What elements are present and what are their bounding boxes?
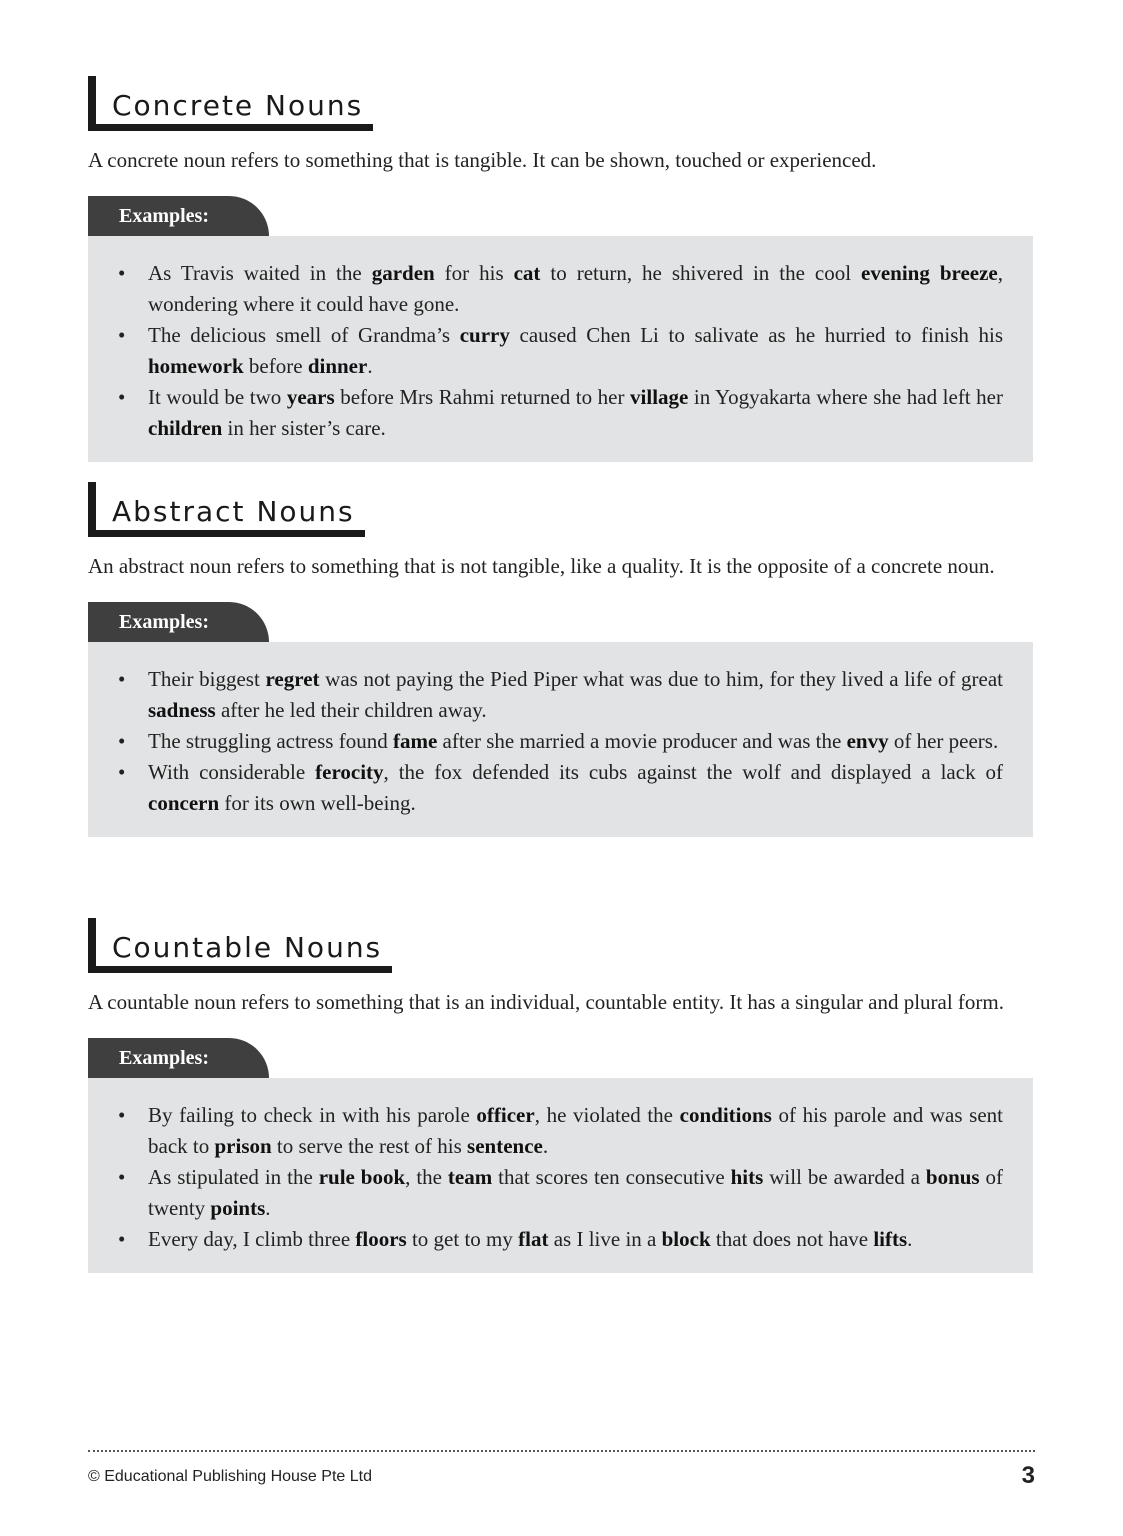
- example-text: for his: [434, 261, 514, 285]
- example-noun: years: [286, 385, 335, 409]
- example-text: will be awarded a: [763, 1165, 926, 1189]
- example-noun: evening breeze: [861, 261, 998, 285]
- examples-tab: Examples:: [88, 196, 269, 236]
- section-intro: A concrete noun refers to something that is tangible. It can be shown, touched or experienced.: [88, 148, 877, 172]
- footer-divider: [88, 1450, 1035, 1452]
- example-noun: rule book: [318, 1165, 406, 1189]
- example-text: after she married a movie producer and was the: [437, 729, 847, 753]
- example-text: in Yogyakarta where she had left her: [688, 385, 1003, 409]
- example-text: Their biggest: [148, 667, 266, 691]
- example-text: .: [542, 1134, 549, 1158]
- page-number: 3: [1021, 1462, 1035, 1489]
- example-text: The struggling actress found: [148, 729, 393, 753]
- example-text: , the fox defended its cubs against the wolf and displayed a lack of: [383, 760, 1003, 784]
- example-noun: officer: [476, 1103, 535, 1127]
- example-item: [118, 757, 1003, 819]
- example-text: As Travis waited in the: [148, 261, 372, 285]
- section-heading: Countable Nouns: [88, 918, 392, 973]
- examples-list: [118, 664, 1003, 819]
- example-item: [118, 258, 1003, 320]
- example-noun: fame: [392, 729, 438, 753]
- example-text: to serve the rest of his: [271, 1134, 468, 1158]
- footer-copyright: © Educational Publishing House Pte Ltd: [88, 1468, 372, 1485]
- example-noun: flat: [518, 1227, 549, 1251]
- example-noun: village: [630, 385, 689, 409]
- example-item: [118, 1162, 1003, 1224]
- example-noun: block: [661, 1227, 711, 1251]
- example-text: , wondering where it could have gone.: [148, 261, 1003, 316]
- section-countable-nouns: [88, 918, 1033, 1273]
- example-text: caused Chen Li to salivate as he hurried to finish his: [509, 323, 1003, 347]
- example-text: that does not have: [710, 1227, 874, 1251]
- example-noun: regret: [265, 667, 320, 691]
- example-noun: cat: [513, 261, 541, 285]
- example-text: after he led their children away.: [215, 698, 487, 722]
- example-text: The delicious smell of Grandma’s: [148, 323, 460, 347]
- examples-list: [118, 1100, 1003, 1255]
- example-text: With considerable: [148, 760, 316, 784]
- example-text: , the: [405, 1165, 448, 1189]
- example-text: before: [243, 354, 308, 378]
- example-noun: concern: [148, 791, 220, 815]
- example-item: [118, 726, 1003, 757]
- example-text: It would be two: [148, 385, 287, 409]
- examples-box: [88, 236, 1033, 462]
- example-text: that scores ten consecutive: [492, 1165, 731, 1189]
- example-text: as I live in a: [548, 1227, 662, 1251]
- example-text: of his parole and was sent back to: [148, 1103, 1003, 1158]
- example-noun: bonus: [925, 1165, 980, 1189]
- example-noun: hits: [730, 1165, 764, 1189]
- example-noun: points: [210, 1196, 266, 1220]
- example-noun: sentence: [467, 1134, 543, 1158]
- examples-tab: Examples:: [88, 1038, 269, 1078]
- section-heading: Concrete Nouns: [88, 76, 373, 131]
- example-text: .: [907, 1227, 913, 1251]
- example-noun: garden: [371, 261, 435, 285]
- example-text: By failing to check in with his parole: [148, 1103, 477, 1127]
- example-noun: homework: [148, 354, 244, 378]
- example-text: for its own well-being.: [219, 791, 416, 815]
- example-noun: conditions: [679, 1103, 772, 1127]
- section-abstract-nouns: [88, 482, 1033, 837]
- examples-tab: Examples:: [88, 602, 269, 642]
- example-item: [118, 1224, 1003, 1255]
- example-noun: floors: [355, 1227, 407, 1251]
- example-text: .: [265, 1196, 271, 1220]
- example-noun: lifts: [873, 1227, 908, 1251]
- example-text: to return, he shivered in the cool: [540, 261, 862, 285]
- example-item: [118, 1100, 1003, 1162]
- example-noun: curry: [459, 323, 510, 347]
- examples-list: [118, 258, 1003, 444]
- example-item: [118, 320, 1003, 382]
- example-noun: prison: [214, 1134, 272, 1158]
- section-intro: A countable noun refers to something that is an individual, countable entity. It has a singular and plural form.: [88, 990, 1005, 1014]
- example-item: [118, 664, 1003, 726]
- example-noun: envy: [846, 729, 889, 753]
- examples-box: [88, 1078, 1033, 1273]
- section-concrete-nouns: [88, 76, 1033, 462]
- example-noun: team: [447, 1165, 493, 1189]
- section-intro: An abstract noun refers to something that is not tangible, like a quality. It is the opposite of a concrete noun.: [88, 554, 995, 578]
- example-item: [118, 382, 1003, 444]
- example-text: of her peers.: [888, 729, 999, 753]
- example-text: of twenty: [148, 1165, 1004, 1220]
- example-text: before Mrs Rahmi returned to her: [334, 385, 631, 409]
- example-noun: sadness: [148, 698, 216, 722]
- example-noun: dinner: [307, 354, 368, 378]
- example-text: to get to my: [406, 1227, 519, 1251]
- example-text: was not paying the Pied Piper what was due to him, for they lived a life of great: [319, 667, 1003, 691]
- example-text: As stipulated in the: [148, 1165, 319, 1189]
- example-text: .: [367, 354, 373, 378]
- example-text: Every day, I climb three: [148, 1227, 356, 1251]
- section-heading: Abstract Nouns: [88, 482, 365, 537]
- examples-box: [88, 642, 1033, 837]
- example-noun: children: [148, 416, 223, 440]
- example-noun: ferocity: [315, 760, 384, 784]
- example-text: , he violated the: [534, 1103, 680, 1127]
- example-text: in her sister’s care.: [222, 416, 386, 440]
